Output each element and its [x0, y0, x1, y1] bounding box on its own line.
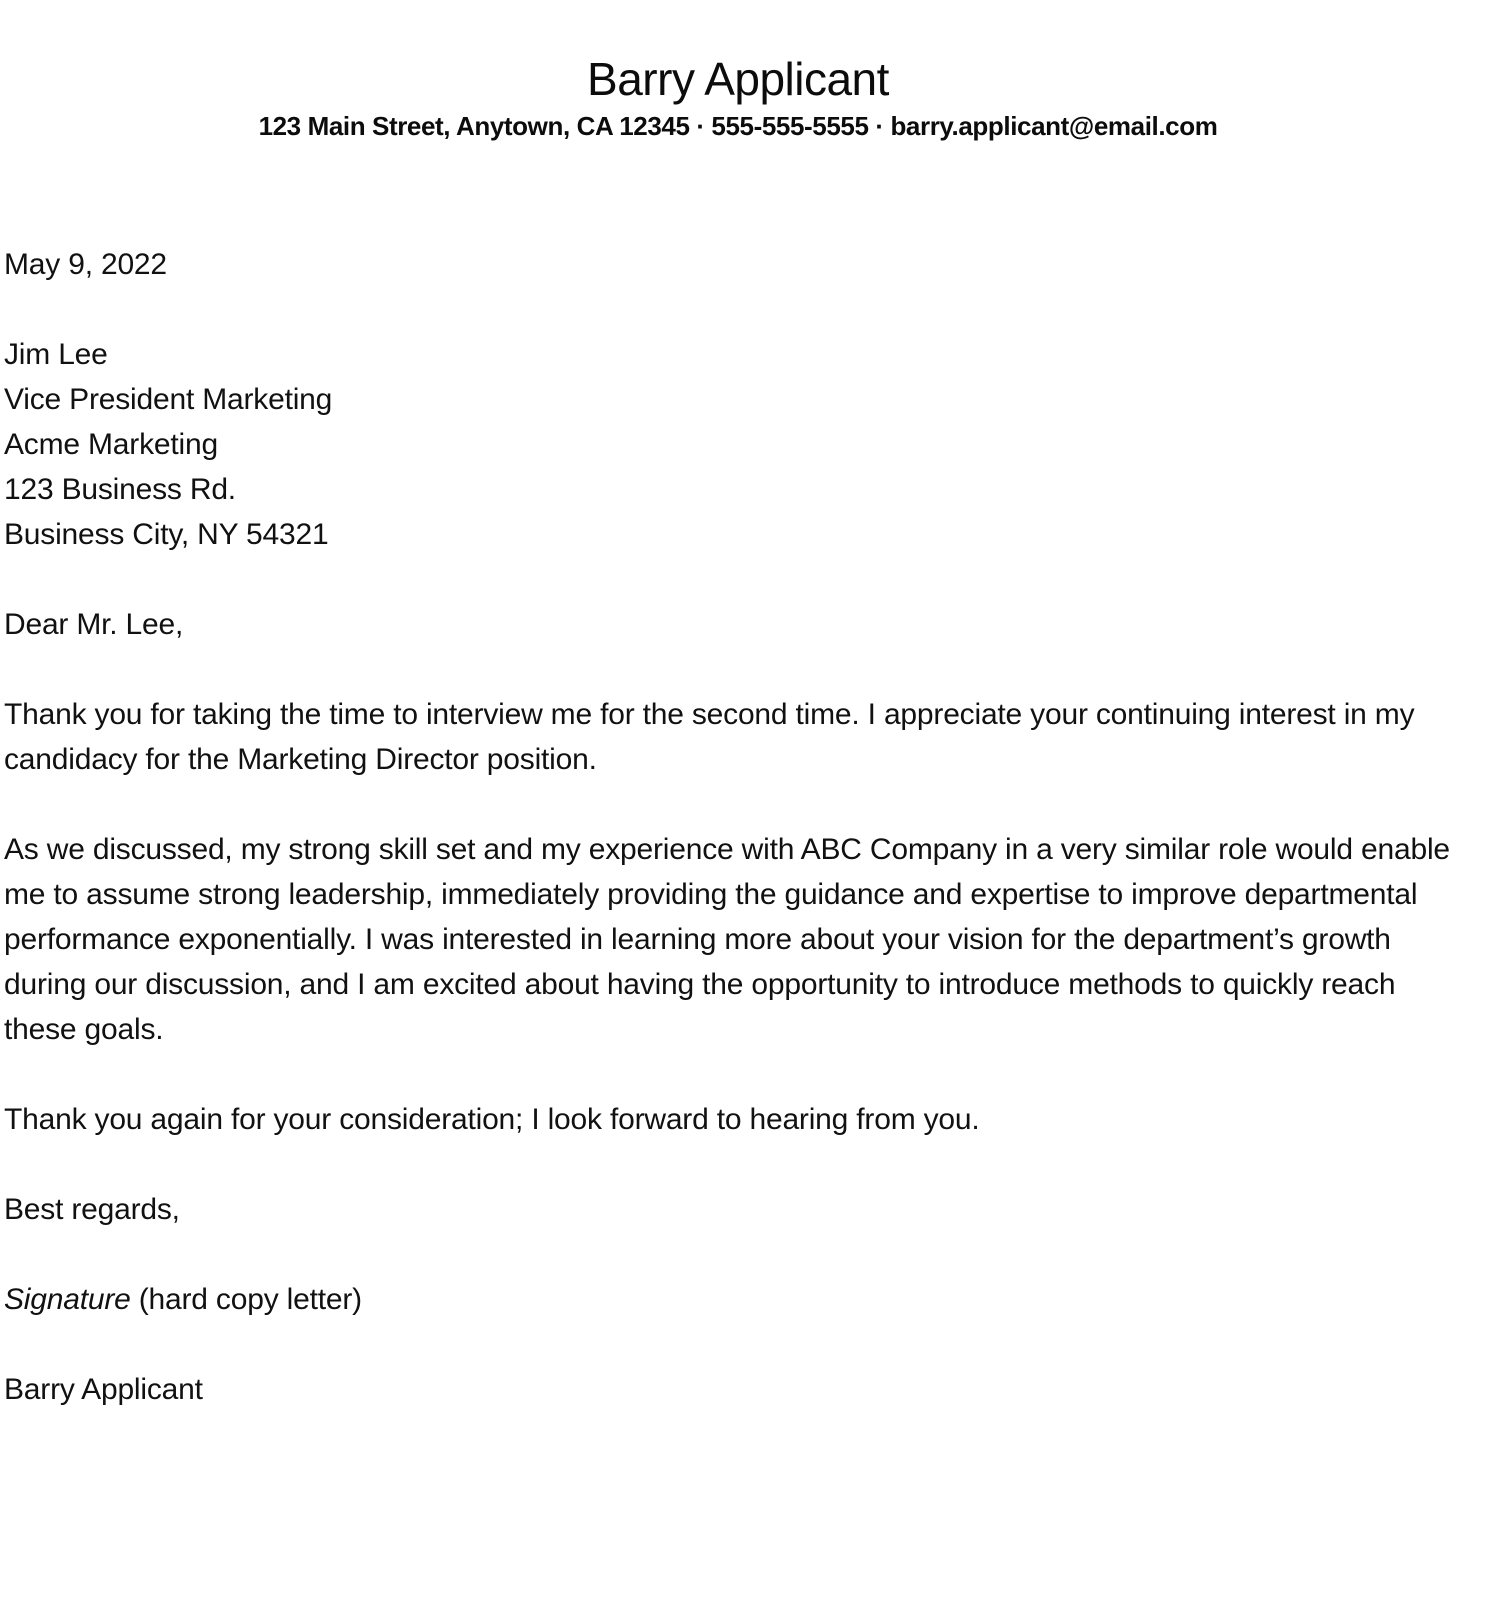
- letter-date: May 9, 2022: [4, 248, 167, 281]
- letter-body: [4, 242, 1466, 1412]
- recipient-name: Jim Lee: [4, 338, 108, 371]
- signature-placeholder: Signature: [4, 1283, 131, 1316]
- recipient-title: Vice President Marketing: [4, 383, 333, 416]
- signed-name: Barry Applicant: [4, 1373, 203, 1406]
- sender-name: Barry Applicant: [587, 53, 889, 105]
- closing: Best regards,: [4, 1193, 180, 1226]
- sender-contact-line: 123 Main Street, Anytown, CA 12345 · 555-555-5555 · barry.applicant@email.com: [258, 111, 1218, 141]
- letter-header: [4, 52, 1472, 146]
- recipient-street: 123 Business Rd.: [4, 473, 236, 506]
- signature-note: (hard copy letter): [130, 1283, 362, 1316]
- salutation: Dear Mr. Lee,: [4, 608, 184, 641]
- recipient-city: Business City, NY 54321: [4, 518, 329, 551]
- recipient-company: Acme Marketing: [4, 428, 218, 461]
- recipient-address-block: [4, 332, 1466, 557]
- paragraph-thank-you: Thank you for taking the time to interview me for the second time. I appreciate your continuing interest in my candidacy for the Marketing Director position.: [4, 698, 1415, 776]
- paragraph-experience: As we discussed, my strong skill set and my experience with ABC Company in a very similar role would enable me to assume strong leadership, immediately providing the guidance and expertise to improve departmental performance exponentially. I was interested in learning more about your vision for the department’s growth during our discussion, and I am excited about having the opportunity to introduce methods to quickly reach these goals.: [4, 833, 1450, 1046]
- signature-line: [4, 1277, 1466, 1322]
- paragraph-consideration: Thank you again for your consideration; I look forward to hearing from you.: [4, 1103, 980, 1136]
